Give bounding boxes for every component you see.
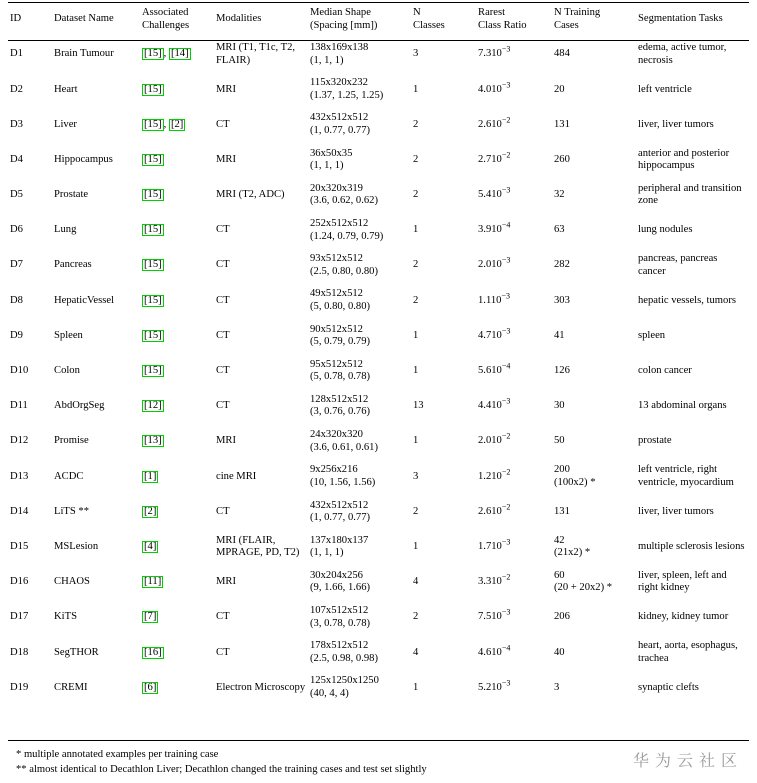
table-footnotes (16, 747, 427, 777)
cell-tasks: prostate (638, 435, 672, 447)
cell-nclasses: 1 (413, 540, 419, 552)
cell-challenges (140, 459, 214, 494)
cell-ntrain: 200 (100x2) * (554, 464, 596, 488)
cell-shape: 128x512x512 (3, 0.76, 0.76) (310, 393, 371, 418)
cell-rarest: $2.710^{-2}$ (478, 150, 511, 165)
cell-id: D6 (10, 224, 23, 236)
citation-link[interactable]: [2] (170, 118, 184, 130)
cell-shape: 432x512x512 (1, 0.77, 0.77) (310, 112, 371, 136)
cell-challenges (140, 565, 214, 600)
col-tasks: Segmentation Tasks (638, 13, 723, 25)
citation-link[interactable]: [13] (144, 435, 162, 447)
cell-challenges (140, 670, 214, 705)
cell-modalities: Electron Microscopy (216, 681, 306, 693)
cell-rarest: $2.010^{-2}$ (478, 431, 511, 447)
table-row (8, 459, 749, 494)
cell-ntrain: 63 (554, 224, 565, 236)
cell-tasks: lung nodules (638, 224, 693, 236)
cell-tasks: heart, aorta, esophagus, trachea (638, 640, 738, 664)
cell-dataset: Liver (54, 118, 77, 130)
cell-rarest: $3.310^{-2}$ (478, 572, 511, 588)
cell-id: D19 (10, 681, 29, 693)
cell-nclasses: 1 (413, 83, 419, 95)
cell-rarest: $3.910^{-4}$ (478, 220, 511, 236)
cell-ntrain: 41 (554, 329, 565, 341)
cell-challenges (140, 494, 214, 529)
cell-challenges (140, 354, 214, 389)
citation-link[interactable]: [15] (144, 224, 162, 236)
cell-tasks: edema, active tumor, necrosis (638, 42, 727, 66)
cell-modalities: MRI (FLAIR, MPRAGE, PD, T2) (216, 534, 300, 559)
cell-id: D11 (10, 400, 28, 412)
cell-ntrain: 131 (554, 118, 570, 130)
citation-link[interactable]: [15] (144, 294, 162, 306)
cell-dataset: Spleen (54, 329, 83, 341)
cell-modalities: CT (216, 505, 230, 517)
table-bottom-rule (8, 740, 749, 741)
cell-tasks: kidney, kidney tumor (638, 611, 729, 623)
cell-nclasses: 2 (413, 611, 419, 623)
col-shape: Median Shape (Spacing [mm]) (310, 7, 378, 31)
cell-dataset: Pancreas (54, 259, 92, 271)
cell-shape: 178x512x512 (2.5, 0.98, 0.98) (310, 640, 378, 664)
cell-rarest: $7.510^{-3}$ (478, 607, 511, 623)
cell-modalities: CT (216, 400, 230, 412)
citation-link[interactable]: [15] (144, 329, 162, 341)
cell-ntrain: 42 (21x2) * (554, 534, 591, 559)
cell-dataset: Colon (54, 365, 80, 377)
cell-challenges (140, 213, 214, 248)
cell-ntrain: 30 (554, 400, 565, 412)
citation-link[interactable]: [15] (144, 118, 162, 130)
table-row (8, 565, 749, 600)
cell-rarest: $2.010^{-3}$ (478, 255, 511, 271)
cell-ntrain: 40 (554, 646, 565, 658)
cell-rarest: $4.010^{-3}$ (478, 80, 511, 95)
cell-modalities: MRI (T2, ADC) (216, 189, 285, 201)
cell-id: D4 (10, 153, 23, 165)
cell-dataset: Hippocampus (54, 153, 113, 165)
col-ntrain: N Training Cases (554, 7, 601, 31)
cell-id: D5 (10, 189, 23, 201)
table-row (8, 143, 749, 178)
citation-link[interactable]: [16] (144, 646, 162, 658)
citation-link[interactable]: [15] (144, 83, 162, 95)
citation-link[interactable]: [15] (144, 48, 162, 60)
col-nclasses: N Classes (413, 7, 445, 31)
cell-nclasses: 1 (413, 365, 419, 377)
cell-id: D14 (10, 505, 29, 517)
table-row (8, 494, 749, 529)
cell-nclasses: 13 (413, 400, 424, 412)
cell-ntrain: 50 (554, 435, 565, 447)
col-id: ID (10, 13, 22, 25)
cell-ntrain: 32 (554, 189, 565, 201)
cell-challenges (140, 143, 214, 178)
cell-nclasses: 2 (413, 259, 419, 271)
cell-dataset: KiTS (54, 611, 77, 623)
cell-modalities: CT (216, 294, 230, 306)
dataset-table (8, 2, 749, 706)
citation-link[interactable]: [2] (144, 505, 157, 517)
table-body (8, 37, 749, 706)
cell-modalities: MRI (216, 576, 237, 588)
cell-modalities: CT (216, 646, 230, 658)
table-row (8, 107, 749, 142)
cell-modalities: CT (216, 118, 230, 130)
cell-shape: 252x512x512 (1.24, 0.79, 0.79) (310, 218, 384, 242)
cell-shape: 9x256x216 (10, 1.56, 1.56) (310, 464, 376, 488)
cell-modalities: CT (216, 365, 230, 377)
cell-ntrain: 126 (554, 365, 570, 377)
cell-challenges (140, 72, 214, 107)
cell-rarest: $4.710^{-3}$ (478, 326, 511, 341)
cell-challenges (140, 319, 214, 354)
table-row (8, 72, 749, 107)
citation-link[interactable]: [15] (144, 365, 162, 377)
cell-dataset: Promise (54, 435, 89, 447)
cell-dataset: HepaticVessel (54, 294, 115, 306)
cell-tasks: pancreas, pancreas cancer (638, 253, 718, 277)
citation-link[interactable]: [7] (144, 611, 157, 623)
cell-nclasses: 2 (413, 294, 419, 306)
cell-id: D18 (10, 646, 29, 658)
table-row (8, 424, 749, 459)
cell-challenges (140, 530, 214, 565)
cell-rarest: $4.410^{-3}$ (478, 396, 511, 412)
table-row (8, 248, 749, 283)
cell-nclasses: 1 (413, 224, 419, 236)
cell-nclasses: 2 (413, 153, 419, 165)
table-row (8, 283, 749, 318)
cell-ntrain: 484 (554, 48, 570, 60)
cell-dataset: MSLesion (54, 540, 99, 552)
cell-tasks: anterior and posterior hippocampus (638, 147, 730, 172)
cell-shape: 432x512x512 (1, 0.77, 0.77) (310, 499, 371, 524)
cell-shape: 30x204x256 (9, 1.66, 1.66) (310, 569, 371, 594)
cell-modalities: CT (216, 611, 230, 623)
cell-ntrain: 3 (554, 681, 560, 693)
cell-nclasses: 4 (413, 646, 419, 658)
table-row (8, 319, 749, 354)
cell-id: D17 (10, 611, 29, 623)
citation-link[interactable]: [1] (144, 470, 157, 482)
cell-tasks: liver, liver tumors (638, 505, 714, 517)
cell-id: D7 (10, 259, 23, 271)
cell-tasks: left ventricle, right ventricle, myocardium (638, 464, 734, 488)
cell-nclasses: 1 (413, 681, 419, 693)
cell-rarest: $7.310^{-3}$ (478, 44, 511, 60)
cell-tasks: liver, spleen, left and right kidney (638, 569, 727, 594)
cell-rarest: $5.610^{-4}$ (478, 361, 511, 377)
cell-challenges (140, 283, 214, 318)
citation-link[interactable]: [15] (144, 153, 162, 165)
cell-tasks: peripheral and transition zone (638, 182, 742, 207)
table-row (8, 670, 749, 705)
col-dataset: Dataset Name (54, 13, 114, 25)
cell-dataset: SegTHOR (54, 646, 99, 658)
cell-shape: 125x1250x1250 (40, 4, 4) (310, 675, 379, 699)
footnote-1: * multiple annotated examples per training case (16, 749, 219, 760)
cell-nclasses: 1 (413, 329, 419, 341)
cell-shape: 90x512x512 (5, 0.79, 0.79) (310, 323, 371, 348)
cell-dataset: CHAOS (54, 576, 90, 588)
cell-modalities: MRI (216, 83, 237, 95)
cell-modalities: CT (216, 329, 230, 341)
cell-modalities: CT (216, 224, 230, 236)
cell-dataset: Heart (54, 83, 78, 95)
col-challenges: Associated Challenges (142, 7, 190, 31)
citation-link[interactable]: [15] (144, 189, 162, 201)
cell-tasks: 13 abdominal organs (638, 400, 727, 412)
cell-id: D10 (10, 365, 29, 377)
cell-rarest: $5.410^{-3}$ (478, 185, 511, 201)
cell-ntrain: 260 (554, 153, 570, 165)
cell-id: D16 (10, 576, 29, 588)
cell-challenges (140, 389, 214, 424)
cell-rarest: $2.610^{-2}$ (478, 502, 511, 517)
cell-modalities: cine MRI (216, 470, 257, 482)
cell-nclasses: 3 (413, 48, 419, 60)
cell-rarest: $1.710^{-3}$ (478, 537, 511, 552)
cell-ntrain: 131 (554, 505, 570, 517)
cell-id: D15 (10, 540, 29, 552)
cell-id: D2 (10, 83, 23, 95)
cell-modalities: CT (216, 259, 230, 271)
cell-shape: 137x180x137 (1, 1, 1) (310, 534, 369, 559)
cell-tasks: synaptic clefts (638, 681, 699, 693)
cell-dataset: Lung (54, 224, 77, 236)
table-row (8, 213, 749, 248)
cell-dataset: AbdOrgSeg (54, 400, 105, 412)
cell-ntrain: 303 (554, 294, 570, 306)
cell-challenges: [15] , [2] (144, 118, 184, 130)
cell-shape: 36x50x35 (1, 1, 1) (310, 147, 353, 172)
cell-ntrain: 206 (554, 611, 570, 623)
cell-shape: 49x512x512 (5, 0.80, 0.80) (310, 288, 371, 312)
cell-nclasses: 2 (413, 118, 419, 130)
citation-link[interactable]: [14] (170, 48, 189, 60)
cell-dataset: Prostate (54, 189, 89, 201)
cell-id: D8 (10, 294, 23, 306)
cell-shape: 107x512x512 (3, 0.78, 0.78) (310, 605, 371, 629)
cell-nclasses: 1 (413, 435, 419, 447)
cell-rarest: $4.610^{-4}$ (478, 643, 511, 658)
citation-link[interactable]: [6] (144, 681, 157, 693)
cell-ntrain: 20 (554, 83, 565, 95)
cell-id: D3 (10, 118, 23, 130)
cell-nclasses: 2 (413, 505, 419, 517)
table-header-row (8, 2, 749, 37)
table-row (8, 600, 749, 635)
citation-link[interactable]: [4] (144, 540, 157, 552)
cell-modalities: MRI (T1, T1c, T2, FLAIR) (216, 42, 296, 66)
cell-id: D1 (10, 48, 23, 60)
cell-shape: 20x320x319 (3.6, 0.62, 0.62) (310, 182, 378, 207)
cell-id: D9 (10, 329, 23, 341)
cell-tasks: colon cancer (638, 365, 692, 377)
cell-challenges (140, 635, 214, 670)
table-row (8, 178, 749, 213)
table-row (8, 37, 749, 72)
cell-shape: 93x512x512 (2.5, 0.80, 0.80) (310, 253, 378, 277)
citation-link[interactable]: [15] (144, 259, 162, 271)
cell-dataset: CREMI (54, 681, 88, 693)
cell-tasks: left ventricle (638, 83, 692, 95)
cell-challenges (140, 600, 214, 635)
cell-nclasses: 4 (413, 576, 419, 588)
cell-ntrain: 282 (554, 259, 570, 271)
cell-shape: 95x512x512 (5, 0.78, 0.78) (310, 358, 371, 383)
cell-id: D13 (10, 470, 29, 482)
citation-link[interactable]: [11] (144, 576, 162, 588)
cell-challenges: [15] , [14] (144, 48, 189, 60)
cell-nclasses: 3 (413, 470, 419, 482)
table-row (8, 389, 749, 424)
cell-modalities: MRI (216, 435, 237, 447)
cell-shape: 24x320x320 (3.6, 0.61, 0.61) (310, 429, 378, 453)
table-row (8, 530, 749, 565)
table-row (8, 354, 749, 389)
footnote-2: ** almost identical to Decathlon Liver; Decathlon changed the training cases and test set slightly (16, 764, 427, 775)
cell-id: D12 (10, 435, 29, 447)
cell-ntrain: 60 (20 + 20x2) * (554, 569, 613, 594)
col-modalities: Modalities (216, 13, 262, 25)
table-row (8, 635, 749, 670)
cell-dataset: ACDC (54, 470, 84, 482)
watermark: 华为云社区 (632, 751, 743, 770)
cell-challenges (140, 424, 214, 459)
cell-rarest: $1.110^{-3}$ (478, 291, 510, 306)
cell-rarest: $1.210^{-2}$ (478, 467, 511, 482)
cell-challenges (140, 248, 214, 283)
cell-tasks: multiple sclerosis lesions (638, 540, 745, 552)
cell-nclasses: 2 (413, 189, 419, 201)
cell-shape: 138x169x138 (1, 1, 1) (310, 42, 369, 66)
citation-link[interactable]: [12] (144, 400, 162, 412)
cell-dataset: Brain Tumour (54, 48, 114, 60)
cell-rarest: $5.210^{-3}$ (478, 678, 511, 693)
cell-tasks: liver, liver tumors (638, 118, 714, 130)
cell-rarest: $2.610^{-2}$ (478, 115, 511, 130)
cell-tasks: spleen (638, 329, 666, 341)
cell-shape: 115x320x232 (1.37, 1.25, 1.25) (310, 77, 384, 101)
cell-challenges (140, 178, 214, 213)
col-rarest: Rarest Class Ratio (478, 7, 527, 31)
cell-dataset: LiTS ** (54, 505, 90, 517)
cell-modalities: MRI (216, 153, 237, 165)
cell-tasks: hepatic vessels, tumors (638, 294, 736, 306)
